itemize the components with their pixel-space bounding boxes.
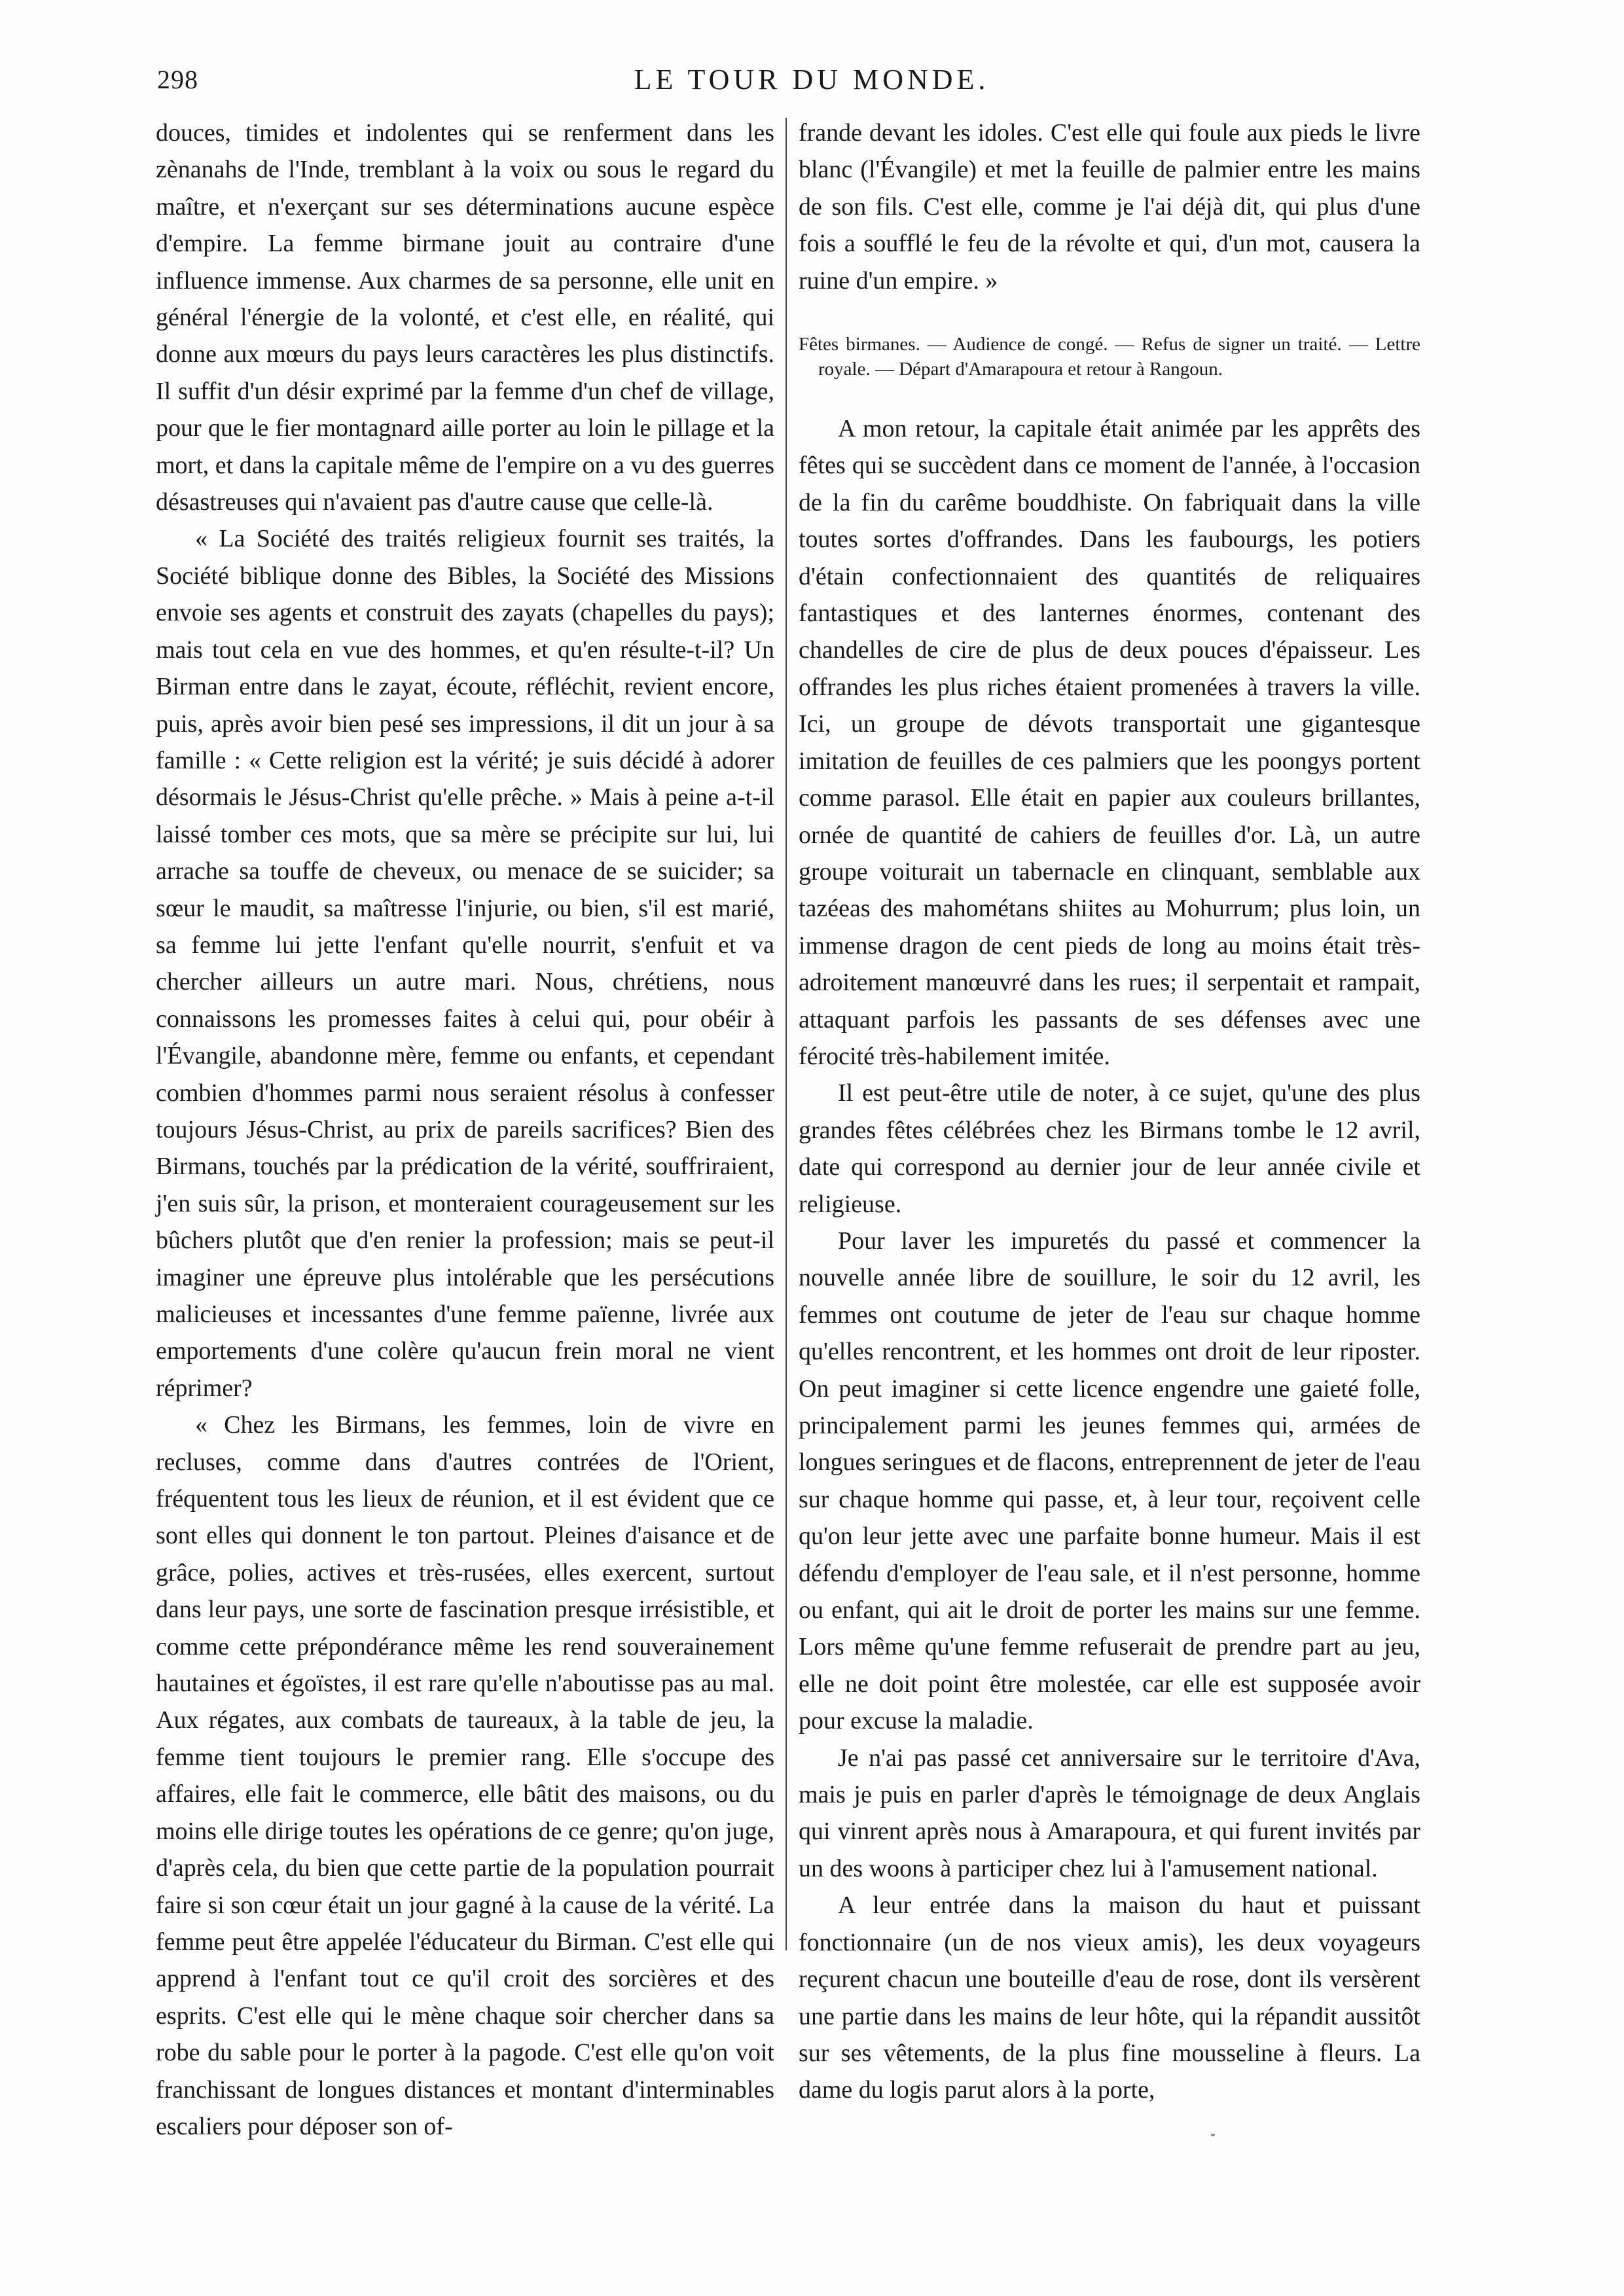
paragraph: A leur entrée dans la maison du haut et puissant fonctionnaire (un de nos vieux amis), les deux voyageurs reçurent chacun une bouteille d'eau de rose, dont ils versèrent une partie dans les mains de leur hôte, qui la répandit aussitôt sur ses vêtements, de la plus fine mousseline à fleurs. La dame du logis parut alors à la porte,: [799, 1892, 1420, 2104]
page-number: 298: [157, 65, 198, 94]
paragraph: Pour laver les impuretés du passé et commencer la nouvelle année libre de souillure, le soir du 12 avril, les femmes ont coutume de jeter de l'eau sur chaque homme qu'elles rencontrent, et les hommes ont droit de leur riposter. On peut imaginer si cette licence engendre une gaieté folle, principalement parmi les jeunes femmes qui, armées de longues seringues et de flacons, entreprennent de jeter de l'eau sur chaque homme qui passe, et, à leur tour, reçoivent celle qu'on leur jette avec une parfaite bonne humeur. Mais il est défendu d'employer de l'eau sale, et il n'est personne, homme ou enfant, qui ait le droit de porter les mains sur une femme. Lors même qu'une femme refuserait de prendre part au jeu, elle ne doit point être molestée, car elle est supposée avoir pour excuse la maladie.: [799, 1227, 1420, 1735]
print-speck: [1211, 2134, 1215, 2136]
paragraph: frande devant les idoles. C'est elle qui foule aux pieds le livre blanc (l'Évangile) et met la feuille de palmier entre les mains de son fils. C'est elle, comme je l'ai déjà dit, qui plus d'une fois a soufflé le feu de la révolte et qui, d'un mot, causera la ruine d'un empire. »: [799, 119, 1420, 295]
paragraph: Je n'ai pas passé cet anniversaire sur le territoire d'Ava, mais je puis en parler d'après le témoignage de deux Anglais qui vinrent après nous à Amarapoura, et qui furent invités par un des woons à participer chez lui à l'amusement national.: [799, 1744, 1420, 1882]
paragraph: « Chez les Birmans, les femmes, loin de vivre en recluses, comme dans d'autres contrées de l'Orient, fréquentent tous les lieux de réunion, et il est évident que ce sont elles qui donnent le ton partout. Pleines d'aisance et de grâce, polies, actives et très-rusées, elles exercent, surtout dans leur pays, une sorte de fascination presque irrésistible, et comme cette prépondérance même les rend souverainement hautaines et égoïstes, il est rare qu'elle n'aboutisse pas au mal. Aux régates, aux combats de taureaux, à la table de jeu, la femme tient toujours le premier rang. Elle s'occupe des affaires, elle fait le commerce, elle bâtit des maisons, ou du moins elle dirige toutes les opérations de ce genre; qu'on juge, d'après cela, du bien que cette partie de la population pourrait faire si son cœur était un jour gagné à la cause de la vérité. La femme peut être appelée l'éducateur du Birman. C'est elle qui apprend à l'enfant tout ce qu'il croit des sorcières et des esprits. C'est elle qui le mène chaque soir chercher dans sa robe du sable pour le porter à la pagode. C'est elle qu'on voit franchissant de longues distances et montant d'interminables escaliers pour déposer son of-: [156, 1411, 774, 2140]
right-column: [799, 115, 1420, 2109]
paragraph: douces, timides et indolentes qui se renferment dans les zènanahs de l'Inde, tremblant à la voix ou sous le regard du maître, et n'exerçant sur ses déterminations aucune espèce d'empire. La femme birmane jouit au contraire d'une influence immense. Aux charmes de sa personne, elle unit en général l'énergie de la volonté, et c'est elle, en réalité, qui donne aux mœurs du pays leurs caractères les plus distinctifs. Il suffit d'un désir exprimé par la femme d'un chef de village, pour que le fier montagnard aille porter au loin le pillage et la mort, et dans la capitale même de l'empire on a vu des guerres désastreuses qui n'avaient pas d'autre cause que celle-là.: [156, 119, 774, 516]
running-title: LE TOUR DU MONDE.: [634, 63, 990, 96]
column-divider: [785, 118, 787, 1950]
paragraph: Il est peut-être utile de noter, à ce sujet, qu'une des plus grandes fêtes célébrées chez les Birmans tombe le 12 avril, date qui correspond au dernier jour de leur année civile et religieuse.: [799, 1079, 1420, 1218]
left-column: [156, 115, 774, 2145]
page-header: [157, 59, 1466, 111]
chapter-summary: Fêtes birmanes. — Audience de congé. — Refus de signer un traité. — Lettre royale. — Départ d'Amarapoura et retour à Rangoun.: [799, 334, 1420, 380]
paragraph: A mon retour, la capitale était animée par les apprêts des fêtes qui se succèdent dans ce moment de l'année, à l'occasion de la fin du carême bouddhiste. On fabriquait dans la ville toutes sortes d'offrandes. Dans les faubourgs, les potiers d'étain confectionnaient des quantités de reliquaires fantastiques et des lanternes énormes, contenant des chandelles de cire de plus de deux pouces d'épaisseur. Les offrandes les plus riches étaient promenées à travers la ville. Ici, un groupe de dévots transportait une gigantesque imitation de feuilles de ces palmiers que les poongys portent comme parasol. Elle était en papier aux couleurs brillantes, ornée de quantité de cahiers de feuilles d'or. Là, un autre groupe voiturait un tabernacle en clinquant, semblable aux tazéeas des mahométans shiites au Mohurrum; plus loin, un immense dragon de cent pieds de long au moins était très-adroitement manœuvré dans les rues; il serpentait et rampait, attaquant parfois les passants de ses défenses avec une férocité très-habilement imitée.: [799, 415, 1420, 1070]
paragraph: « La Société des traités religieux fournit ses traités, la Société biblique donne des Bibles, la Société des Missions envoie ses agents et construit des zayats (chapelles du pays); mais tout cela en vue des hommes, et qu'en résulte-t-il? Un Birman entre dans le zayat, écoute, réfléchit, revient encore, puis, après avoir bien pesé ses impressions, il dit un jour à sa famille : « Cette religion est la vérité; je suis décidé à adorer désormais le Jésus-Christ qu'elle prêche. » Mais à peine a-t-il laissé tomber ces mots, que sa mère se précipite sur lui, lui arrache sa touffe de cheveux, ou menace de se suicider; sa sœur le maudit, sa maîtresse l'injurie, ou bien, s'il est marié, sa femme lui jette l'enfant qu'elle nourrit, s'enfuit et va chercher ailleurs un autre mari. Nous, chrétiens, nous connaissons les promesses faites à celui qui, pour obéir à l'Évangile, abandonne mère, femme ou enfants, et cependant combien d'hommes parmi nous seraient résolus à confesser toujours Jésus-Christ, au prix de pareils sacrifices? Bien des Birmans, touchés par la prédication de la vérité, souffriraient, j'en suis sûr, la prison, et monteraient courageusement sur les bûchers plutôt que d'en renier la profession; mais se peut-il imaginer une épreuve plus intolérable que les persécutions malicieuses et incessantes d'une femme païenne, livrée aux emportements d'une colère qu'aucun frein moral ne vient réprimer?: [156, 525, 774, 1402]
